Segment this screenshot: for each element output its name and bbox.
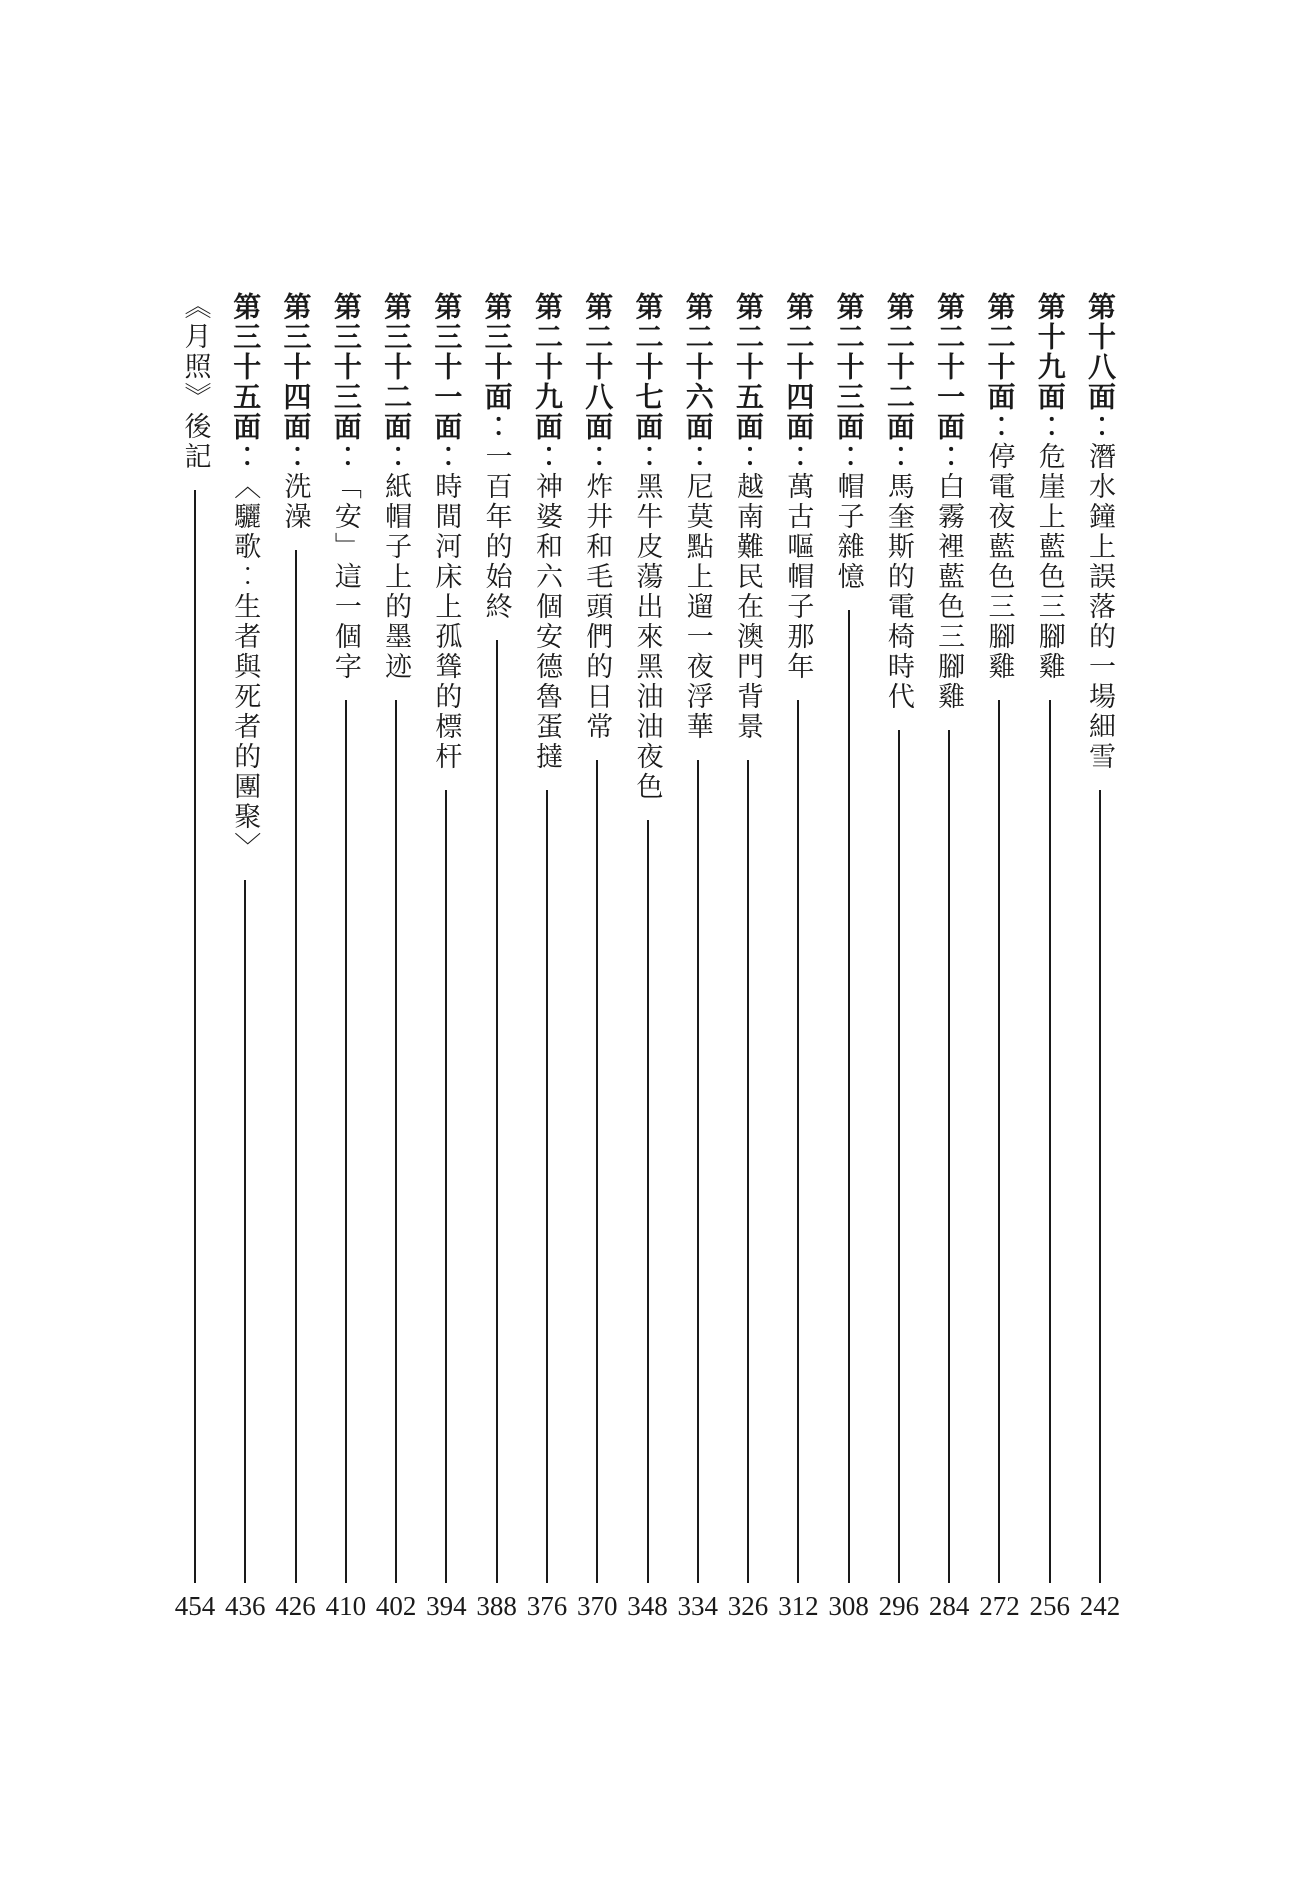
toc-entry-text [582, 292, 614, 742]
toc-entry-text [282, 292, 310, 532]
chapter-title: 尼莫點上遛一夜浮華 [682, 472, 713, 742]
chapter-number: 第二十二面 [883, 292, 915, 442]
chapter-colon: ︰ [582, 442, 614, 472]
toc-entry [721, 292, 775, 1621]
chapter-colon: ︰ [682, 442, 714, 472]
leader-line [194, 490, 196, 1583]
chapter-colon: ︰ [230, 442, 262, 472]
leader-line [1049, 700, 1051, 1583]
toc-entry-text [783, 292, 815, 682]
toc-entry-text [182, 292, 209, 472]
leader-line [1099, 790, 1101, 1583]
toc-entry [470, 292, 524, 1621]
toc-entry [570, 292, 624, 1621]
page-number: 242 [1079, 1591, 1121, 1621]
leader-line [244, 880, 246, 1583]
page-number: 454 [174, 1591, 216, 1621]
chapter-colon: ︰ [431, 442, 463, 472]
toc-entry [319, 292, 373, 1621]
chapter-colon: ︰ [330, 442, 362, 472]
toc-entry [621, 292, 675, 1621]
chapter-number: 第二十五面 [733, 292, 765, 442]
page-number: 326 [727, 1591, 769, 1621]
toc-entry [269, 292, 323, 1621]
chapter-colon: ︰ [531, 442, 563, 472]
toc-entry [1023, 292, 1077, 1621]
chapter-title: 炸井和毛頭們的日常 [582, 472, 613, 742]
toc-entry [419, 292, 473, 1621]
page-number: 272 [979, 1591, 1020, 1621]
toc-entry-text [934, 292, 966, 712]
page-number: 376 [526, 1591, 568, 1621]
leader-line [747, 760, 749, 1583]
chapter-number: 第三十一面 [431, 292, 463, 442]
toc-entry-text [533, 292, 561, 772]
chapter-number: 第三十三面 [330, 292, 362, 442]
chapter-number: 第二十六面 [682, 292, 714, 442]
toc-entry-text [431, 292, 463, 772]
toc-entry [1073, 292, 1127, 1621]
chapter-number: 第三十五面 [230, 292, 262, 442]
chapter-title: 馬奎斯的電椅時代 [883, 472, 914, 712]
leader-line [848, 610, 850, 1583]
page-number: 334 [677, 1591, 719, 1621]
page-number: 312 [778, 1591, 819, 1621]
chapter-colon: ︰ [934, 442, 966, 472]
toc-entry-text [634, 292, 662, 802]
chapter-title: 洗澡 [280, 472, 311, 532]
chapter-colon: ︰ [733, 442, 765, 472]
page-number: 284 [928, 1591, 970, 1621]
chapter-colon: ︰ [481, 412, 513, 442]
chapter-colon: ︰ [381, 442, 413, 472]
leader-line [948, 730, 950, 1583]
chapter-title: 時間河床上孤聳的標杆 [431, 472, 462, 772]
chapter-number: 第二十七面 [632, 292, 664, 442]
page-number: 256 [1029, 1591, 1070, 1621]
chapter-number: 第三十四面 [280, 292, 312, 442]
chapter-title: 白霧裡藍色三腳雞 [934, 472, 965, 712]
page-number: 348 [627, 1591, 668, 1621]
page-number: 308 [828, 1591, 869, 1621]
chapter-title: ︿驪歌︰生者與死者的團聚﹀ [230, 472, 261, 862]
toc-entry-text [230, 292, 262, 862]
chapter-number: 第二十八面 [582, 292, 614, 442]
chapter-colon: ︰ [783, 442, 815, 472]
leader-line [295, 550, 297, 1583]
chapter-title: 一百年的始終 [481, 442, 512, 622]
chapter-number: 第二十四面 [783, 292, 815, 442]
leader-line [697, 760, 699, 1583]
chapter-number: 第二十面 [984, 292, 1016, 412]
toc-entry-text [984, 292, 1016, 682]
chapter-title: 危崖上藍色三腳雞 [1034, 442, 1065, 682]
page-number: 394 [426, 1591, 467, 1621]
toc-entry [822, 292, 876, 1621]
chapter-number: 第三十二面 [381, 292, 413, 442]
leader-line [998, 700, 1000, 1583]
chapter-title: 神婆和六個安德魯蛋撻 [531, 472, 562, 772]
toc-entry-text [1086, 292, 1114, 772]
chapter-colon: ︰ [883, 442, 915, 472]
chapter-title: 帽子雜憶 [833, 472, 864, 592]
page-number: 402 [375, 1591, 417, 1621]
toc-entry [771, 292, 825, 1621]
leader-line [797, 700, 799, 1583]
page-number: 426 [275, 1591, 316, 1621]
toc-entry [972, 292, 1026, 1621]
chapter-colon: ︰ [632, 442, 664, 472]
leader-line [546, 790, 548, 1583]
chapter-colon: ︰ [280, 442, 312, 472]
chapter-colon: ︰ [1085, 412, 1116, 442]
chapter-colon: ︰ [833, 442, 865, 472]
chapter-colon: ︰ [984, 412, 1016, 442]
toc-entry-text [684, 292, 712, 742]
leader-line [898, 730, 900, 1583]
page-number: 388 [476, 1591, 517, 1621]
chapter-number: 第十八面 [1085, 292, 1116, 412]
toc-entry [168, 292, 222, 1621]
page-number: 296 [878, 1591, 920, 1621]
toc-entry [872, 292, 926, 1621]
toc-entry-text [835, 292, 863, 592]
chapter-number: 第十九面 [1034, 292, 1066, 412]
chapter-title: ︽月照︾後記 [180, 292, 211, 472]
toc-entry-text [332, 292, 360, 682]
toc-entry [369, 292, 423, 1621]
toc-entry-text [1036, 292, 1064, 682]
chapter-title: ﹁安﹂這一個字 [330, 472, 361, 682]
chapter-number: 第二十九面 [531, 292, 563, 442]
chapter-title: 黑牛皮蕩出來黑油油夜色 [632, 472, 663, 802]
leader-line [445, 790, 447, 1583]
toc-entry [671, 292, 725, 1621]
toc-entry [922, 292, 976, 1621]
chapter-title: 紙帽子上的墨迹 [381, 472, 412, 682]
toc-entry-text [733, 292, 765, 742]
chapter-title: 停電夜藍色三腳雞 [984, 442, 1015, 682]
toc-entry-text [885, 292, 913, 712]
toc-entry [218, 292, 272, 1621]
chapter-number: 第三十面 [481, 292, 513, 412]
chapter-title: 潛水鐘上誤落的一場細雪 [1085, 442, 1115, 772]
toc-entry-text [381, 292, 413, 682]
leader-line [647, 820, 649, 1583]
toc-entry-text [483, 292, 511, 622]
chapter-colon: ︰ [1034, 412, 1066, 442]
leader-line [596, 760, 598, 1583]
leader-line [496, 640, 498, 1583]
page-number: 436 [225, 1591, 266, 1621]
page-number: 370 [576, 1591, 618, 1621]
toc-entry [520, 292, 574, 1621]
chapter-number: 第二十三面 [833, 292, 865, 442]
chapter-number: 第二十一面 [934, 292, 966, 442]
chapter-title: 越南難民在澳門背景 [733, 472, 764, 742]
leader-line [395, 700, 397, 1583]
leader-line [345, 700, 347, 1583]
page-number: 410 [325, 1591, 367, 1621]
chapter-title: 萬古嘔帽子那年 [783, 472, 814, 682]
